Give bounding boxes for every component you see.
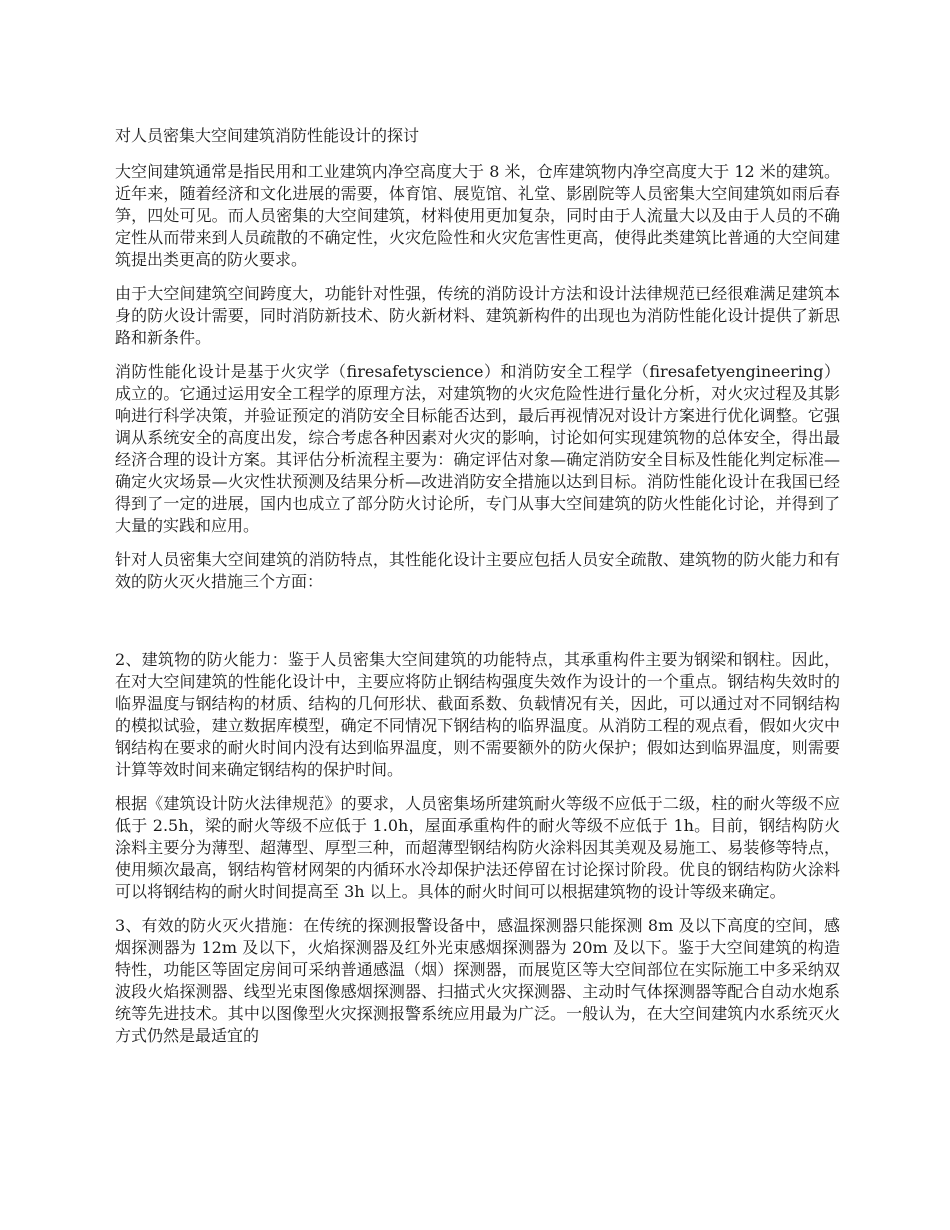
paragraph-extinguishing-measures: 3、有效的防火灭火措施：在传统的探测报警设备中，感温探测器只能探测 8m 及以下高度的空间，感烟探测器为 12m 及以下，火焰探测器及红外光束感烟探测器为 20m 及以下。鉴于大空间建筑的构造特性，功能区等固定房间可采纳普通感温（烟）探测器，而展览区等大空间部位在实际施工中多采纳双波段火焰探测器、线型光束图像感烟探测器、扫描式火灾探测器、主动时气体探测器等配合自动水炮系统等先进技术。其中以图像型火灾探测报警系统应用最为广泛。一般认为，在大空间建筑内水系统灭火方式仍然是最适宜的 [115,916,840,1045]
paragraph-intro: 大空间建筑通常是指民用和工业建筑内净空高度大于 8 米，仓库建筑物内净空高度大于 12 米的建筑。近年来，随着经济和文化进展的需要，体育馆、展览馆、礼堂、影剧院等人员密集大空间建筑如雨后春笋，四处可见。而人员密集的大空间建筑，材料使用更加复杂，同时由于人流量大以及由于人员的不确定性从而带来到人员疏散的不确定性，火灾危险性和火灾危害性更高，使得此类建筑比普通的大空间建筑提出类更高的防火要求。 [115,162,840,269]
document-page [115,124,840,1059]
paragraph-three-aspects: 针对人员密集大空间建筑的消防特点，其性能化设计主要应包括人员安全疏散、建筑物的防火能力和有效的防火灭火措施三个方面： [115,550,840,591]
document-title: 对人员密集大空间建筑消防性能设计的探讨 [115,126,420,145]
section-gap [115,605,840,649]
paragraph-fire-resistance: 2、建筑物的防火能力：鉴于人员密集大空间建筑的功能特点，其承重构件主要为钢梁和钢柱。因此，在对大空间建筑的性能化设计中，主要应将防止钢结构强度失效作为设计的一个重点。钢结构失效时的临界温度与钢结构的材质、结构的几何形状、截面系数、负载情况有关，因此，可以通过对不同钢结构的模拟试验，建立数据库模型，确定不同情况下钢结构的临界温度。从消防工程的观点看，假如火灾中钢结构在要求的耐火时间内没有达到临界温度，则不需要额外的防火保护；假如达到临界温度，则需要计算等效时间来确定钢结构的保护时间。 [115,650,840,779]
paragraph-code-requirements: 根据《建筑设计防火法律规范》的要求，人员密集场所建筑耐火等级不应低于二级，柱的耐火等级不应低于 2.5h，梁的耐火等级不应低于 1.0h，屋面承重构件的耐火等级不应低于 1h。目前，钢结构防火涂料主要分为薄型、超薄型、厚型三种，而超薄型钢结构防火涂料因其美观及易施工、易装修等特点，使用频次最高，钢结构管材网架的内循环水冷却保护法还停留在讨论探讨阶段。优良的钢结构防火涂料可以将钢结构的耐火时间提高至 3h 以上。具体的耐火时间可以根据建筑物的设计等级来确定。 [115,794,840,901]
paragraph-performance-design: 消防性能化设计是基于火灾学（firesafetyscience）和消防安全工程学（firesafetyengineering）成立的。它通过运用安全工程学的原理方法，对建筑物的火灾危险性进行量化分析，对火灾过程及其影响进行科学决策，并验证预定的消防安全目标能否达到，最后再视情况对设计方案进行优化调整。它强调从系统安全的高度出发，综合考虑各种因素对火灾的影响，讨论如何实现建筑物的总体安全，得出最经济合理的设计方案。其评估分析流程主要为：确定评估对象—确定消防安全目标及性能化判定标准—确定火灾场景—火灾性状预测及结果分析—改进消防安全措施以达到目标。消防性能化设计在我国已经得到了一定的进展，国内也成立了部分防火讨论所，专门从事大空间建筑的防火性能化讨论，并得到了大量的实践和应用。 [115,362,840,535]
paragraph-background: 由于大空间建筑空间跨度大，功能针对性强，传统的消防设计方法和设计法律规范已经很难满足建筑本身的防火设计需要，同时消防新技术、防火新材料、建筑新构件的出现也为消防性能化设计提供了新思路和新条件。 [115,284,840,347]
